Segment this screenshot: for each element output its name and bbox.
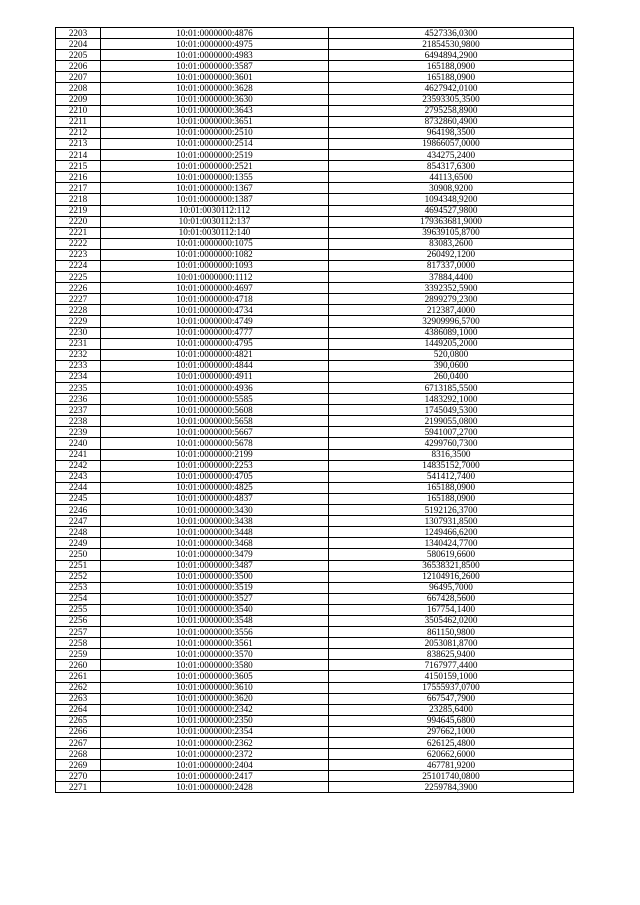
- table-row: [56, 150, 574, 161]
- value-cell: 8316,3500: [329, 449, 574, 460]
- cadastral-number-cell: 10:01:0000000:4734: [101, 305, 329, 316]
- value-cell: 2259784,3900: [329, 782, 574, 793]
- table-row: [56, 482, 574, 493]
- row-number-cell: 2251: [56, 560, 101, 571]
- table-row: [56, 638, 574, 649]
- row-number-cell: 2225: [56, 272, 101, 283]
- cadastral-number-cell: 10:01:0000000:3561: [101, 638, 329, 649]
- cadastral-number-cell: 10:01:0000000:3601: [101, 72, 329, 83]
- cadastral-number-cell: 10:01:0000000:2417: [101, 771, 329, 782]
- row-number-cell: 2254: [56, 593, 101, 604]
- cadastral-number-cell: 10:01:0000000:4705: [101, 471, 329, 482]
- table-row: [56, 127, 574, 138]
- row-number-cell: 2213: [56, 138, 101, 149]
- row-number-cell: 2266: [56, 726, 101, 737]
- row-number-cell: 2234: [56, 371, 101, 382]
- cadastral-number-cell: 10:01:0000000:5585: [101, 394, 329, 405]
- table-row: [56, 405, 574, 416]
- value-cell: 212387,4000: [329, 305, 574, 316]
- value-cell: 179363681,9000: [329, 216, 574, 227]
- value-cell: 83083,2600: [329, 238, 574, 249]
- cadastral-number-cell: 10:01:0000000:4795: [101, 338, 329, 349]
- cadastral-number-cell: 10:01:0000000:5667: [101, 427, 329, 438]
- value-cell: 32909996,5700: [329, 316, 574, 327]
- table-row: [56, 449, 574, 460]
- value-cell: 23285,6400: [329, 704, 574, 715]
- table-row: [56, 593, 574, 604]
- table-row: [56, 260, 574, 271]
- table-row: [56, 394, 574, 405]
- table-row: [56, 94, 574, 105]
- table-row: [56, 726, 574, 737]
- row-number-cell: 2220: [56, 216, 101, 227]
- table-row: [56, 172, 574, 183]
- table-row: [56, 205, 574, 216]
- cadastral-number-cell: 10:01:0030112:137: [101, 216, 329, 227]
- table-row: [56, 72, 574, 83]
- row-number-cell: 2252: [56, 571, 101, 582]
- row-number-cell: 2205: [56, 50, 101, 61]
- cadastral-number-cell: 10:01:0000000:3500: [101, 571, 329, 582]
- row-number-cell: 2253: [56, 582, 101, 593]
- table-row: [56, 571, 574, 582]
- table-row: [56, 161, 574, 172]
- table-row: [56, 749, 574, 760]
- table-row: [56, 427, 574, 438]
- cadastral-number-cell: 10:01:0000000:3487: [101, 560, 329, 571]
- value-cell: 854317,6300: [329, 161, 574, 172]
- value-cell: 964198,3500: [329, 127, 574, 138]
- table-row: [56, 39, 574, 50]
- row-number-cell: 2211: [56, 116, 101, 127]
- row-number-cell: 2263: [56, 693, 101, 704]
- cadastral-number-cell: 10:01:0000000:3548: [101, 615, 329, 626]
- row-number-cell: 2257: [56, 627, 101, 638]
- table-row: [56, 682, 574, 693]
- cadastral-number-cell: 10:01:0030112:140: [101, 227, 329, 238]
- table-row: [56, 272, 574, 283]
- row-number-cell: 2222: [56, 238, 101, 249]
- table-row: [56, 50, 574, 61]
- row-number-cell: 2235: [56, 383, 101, 394]
- row-number-cell: 2244: [56, 482, 101, 493]
- value-cell: 541412,7400: [329, 471, 574, 482]
- row-number-cell: 2238: [56, 416, 101, 427]
- value-cell: 4527336,0300: [329, 28, 574, 39]
- table-row: [56, 538, 574, 549]
- table-row: [56, 416, 574, 427]
- value-cell: 37884,4400: [329, 272, 574, 283]
- row-number-cell: 2231: [56, 338, 101, 349]
- cadastral-number-cell: 10:01:0000000:2404: [101, 760, 329, 771]
- value-cell: 17555937,0700: [329, 682, 574, 693]
- value-cell: 165188,0900: [329, 61, 574, 72]
- row-number-cell: 2217: [56, 183, 101, 194]
- cadastral-number-cell: 10:01:0000000:1355: [101, 172, 329, 183]
- value-cell: 1449205,2000: [329, 338, 574, 349]
- table-row: [56, 283, 574, 294]
- row-number-cell: 2260: [56, 660, 101, 671]
- value-cell: 4150159,1000: [329, 671, 574, 682]
- cadastral-number-cell: 10:01:0000000:4718: [101, 294, 329, 305]
- row-number-cell: 2226: [56, 283, 101, 294]
- table-row: [56, 460, 574, 471]
- row-number-cell: 2233: [56, 360, 101, 371]
- cadastral-number-cell: 10:01:0000000:4983: [101, 50, 329, 61]
- table-row: [56, 116, 574, 127]
- row-number-cell: 2210: [56, 105, 101, 116]
- table-row: [56, 704, 574, 715]
- row-number-cell: 2215: [56, 161, 101, 172]
- row-number-cell: 2229: [56, 316, 101, 327]
- cadastral-number-cell: 10:01:0000000:4825: [101, 482, 329, 493]
- table-row: [56, 138, 574, 149]
- value-cell: 580619,6600: [329, 549, 574, 560]
- table-row: [56, 493, 574, 504]
- row-number-cell: 2218: [56, 194, 101, 205]
- value-cell: 3505462,0200: [329, 615, 574, 626]
- table-row: [56, 582, 574, 593]
- table-row: [56, 371, 574, 382]
- cadastral-number-cell: 10:01:0000000:2521: [101, 161, 329, 172]
- cadastral-number-cell: 10:01:0000000:3570: [101, 649, 329, 660]
- row-number-cell: 2262: [56, 682, 101, 693]
- value-cell: 165188,0900: [329, 493, 574, 504]
- cadastral-number-cell: 10:01:0000000:2342: [101, 704, 329, 715]
- table-row: [56, 715, 574, 726]
- value-cell: 165188,0900: [329, 72, 574, 83]
- row-number-cell: 2216: [56, 172, 101, 183]
- value-cell: 1249466,6200: [329, 527, 574, 538]
- table-row: [56, 771, 574, 782]
- row-number-cell: 2204: [56, 39, 101, 50]
- row-number-cell: 2267: [56, 738, 101, 749]
- value-cell: 994645,6800: [329, 715, 574, 726]
- cadastral-number-cell: 10:01:0000000:5658: [101, 416, 329, 427]
- table-row: [56, 527, 574, 538]
- row-number-cell: 2269: [56, 760, 101, 771]
- row-number-cell: 2214: [56, 150, 101, 161]
- value-cell: 96495,7000: [329, 582, 574, 593]
- row-number-cell: 2243: [56, 471, 101, 482]
- value-cell: 434275,2400: [329, 150, 574, 161]
- table-row: [56, 760, 574, 771]
- row-number-cell: 2212: [56, 127, 101, 138]
- row-number-cell: 2249: [56, 538, 101, 549]
- row-number-cell: 2227: [56, 294, 101, 305]
- row-number-cell: 2230: [56, 327, 101, 338]
- value-cell: 2053081,8700: [329, 638, 574, 649]
- cadastral-number-cell: 10:01:0000000:3430: [101, 505, 329, 516]
- cadastral-number-cell: 10:01:0000000:2199: [101, 449, 329, 460]
- table-row: [56, 327, 574, 338]
- cadastral-number-cell: 10:01:0000000:3438: [101, 516, 329, 527]
- row-number-cell: 2240: [56, 438, 101, 449]
- table-row: [56, 316, 574, 327]
- value-cell: 167754,1400: [329, 604, 574, 615]
- row-number-cell: 2207: [56, 72, 101, 83]
- table-row: [56, 471, 574, 482]
- cadastral-number-cell: 10:01:0000000:4821: [101, 349, 329, 360]
- value-cell: 36538321,8500: [329, 560, 574, 571]
- cadastral-number-cell: 10:01:0000000:3580: [101, 660, 329, 671]
- value-cell: 14835152,7000: [329, 460, 574, 471]
- value-cell: 5941007,2700: [329, 427, 574, 438]
- table-row: [56, 194, 574, 205]
- document-page: [55, 27, 573, 793]
- row-number-cell: 2259: [56, 649, 101, 660]
- row-number-cell: 2232: [56, 349, 101, 360]
- value-cell: 4694527,9800: [329, 205, 574, 216]
- table-row: [56, 627, 574, 638]
- row-number-cell: 2258: [56, 638, 101, 649]
- row-number-cell: 2247: [56, 516, 101, 527]
- table-row: [56, 227, 574, 238]
- cadastral-number-cell: 10:01:0000000:2253: [101, 460, 329, 471]
- table-row: [56, 216, 574, 227]
- cadastral-number-cell: 10:01:0000000:1367: [101, 183, 329, 194]
- value-cell: 1745049,5300: [329, 405, 574, 416]
- row-number-cell: 2224: [56, 260, 101, 271]
- value-cell: 4627942,0100: [329, 83, 574, 94]
- value-cell: 4299760,7300: [329, 438, 574, 449]
- row-number-cell: 2270: [56, 771, 101, 782]
- table-row: [56, 649, 574, 660]
- value-cell: 2899279,2300: [329, 294, 574, 305]
- cadastral-number-cell: 10:01:0000000:3630: [101, 94, 329, 105]
- cadastral-number-cell: 10:01:0000000:2354: [101, 726, 329, 737]
- table-row: [56, 294, 574, 305]
- cadastral-number-cell: 10:01:0000000:2350: [101, 715, 329, 726]
- cadastral-number-cell: 10:01:0000000:4911: [101, 371, 329, 382]
- table-row: [56, 782, 574, 793]
- row-number-cell: 2248: [56, 527, 101, 538]
- cadastral-number-cell: 10:01:0000000:2519: [101, 150, 329, 161]
- cadastral-number-cell: 10:01:0000000:4837: [101, 493, 329, 504]
- value-cell: 667547,7900: [329, 693, 574, 704]
- value-cell: 5192126,3700: [329, 505, 574, 516]
- value-cell: 44113,6500: [329, 172, 574, 183]
- row-number-cell: 2208: [56, 83, 101, 94]
- value-cell: 260492,1200: [329, 249, 574, 260]
- value-cell: 1307931,8500: [329, 516, 574, 527]
- cadastral-number-cell: 10:01:0000000:3628: [101, 83, 329, 94]
- table-row: [56, 549, 574, 560]
- row-number-cell: 2250: [56, 549, 101, 560]
- value-cell: 520,0800: [329, 349, 574, 360]
- row-number-cell: 2223: [56, 249, 101, 260]
- value-cell: 390,0600: [329, 360, 574, 371]
- cadastral-number-cell: 10:01:0000000:4697: [101, 283, 329, 294]
- cadastral-number-cell: 10:01:0000000:1387: [101, 194, 329, 205]
- cadastral-number-cell: 10:01:0000000:2510: [101, 127, 329, 138]
- cadastral-number-cell: 10:01:0000000:1112: [101, 272, 329, 283]
- cadastral-number-cell: 10:01:0000000:3556: [101, 627, 329, 638]
- cadastral-number-cell: 10:01:0000000:3643: [101, 105, 329, 116]
- row-number-cell: 2236: [56, 394, 101, 405]
- table-row: [56, 105, 574, 116]
- row-number-cell: 2245: [56, 493, 101, 504]
- row-number-cell: 2203: [56, 28, 101, 39]
- table-row: [56, 249, 574, 260]
- value-cell: 626125,4800: [329, 738, 574, 749]
- table-row: [56, 28, 574, 39]
- cadastral-number-cell: 10:01:0000000:4876: [101, 28, 329, 39]
- value-cell: 667428,5600: [329, 593, 574, 604]
- cadastral-number-cell: 10:01:0000000:5608: [101, 405, 329, 416]
- row-number-cell: 2241: [56, 449, 101, 460]
- table-row: [56, 238, 574, 249]
- cadastral-number-cell: 10:01:0000000:3587: [101, 61, 329, 72]
- table-row: [56, 738, 574, 749]
- value-cell: 6713185,5500: [329, 383, 574, 394]
- value-cell: 260,0400: [329, 371, 574, 382]
- cadastral-number-cell: 10:01:0000000:1093: [101, 260, 329, 271]
- cadastral-number-cell: 10:01:0000000:2362: [101, 738, 329, 749]
- cadastral-number-cell: 10:01:0000000:3610: [101, 682, 329, 693]
- value-cell: 165188,0900: [329, 482, 574, 493]
- value-cell: 620662,6000: [329, 749, 574, 760]
- cadastral-number-cell: 10:01:0000000:1075: [101, 238, 329, 249]
- row-number-cell: 2264: [56, 704, 101, 715]
- value-cell: 838625,9400: [329, 649, 574, 660]
- value-cell: 2795258,8900: [329, 105, 574, 116]
- table-row: [56, 83, 574, 94]
- value-cell: 30908,9200: [329, 183, 574, 194]
- row-number-cell: 2268: [56, 749, 101, 760]
- cadastral-number-cell: 10:01:0000000:3527: [101, 593, 329, 604]
- cadastral-number-cell: 10:01:0030112:112: [101, 205, 329, 216]
- value-cell: 4386089,1000: [329, 327, 574, 338]
- value-cell: 3392352,5900: [329, 283, 574, 294]
- cadastral-number-cell: 10:01:0000000:3620: [101, 693, 329, 704]
- cadastral-number-cell: 10:01:0000000:4777: [101, 327, 329, 338]
- row-number-cell: 2237: [56, 405, 101, 416]
- cadastral-number-cell: 10:01:0000000:3540: [101, 604, 329, 615]
- cadastral-number-cell: 10:01:0000000:3468: [101, 538, 329, 549]
- cadastral-number-cell: 10:01:0000000:2372: [101, 749, 329, 760]
- table-row: [56, 615, 574, 626]
- cadastral-number-cell: 10:01:0000000:4936: [101, 383, 329, 394]
- cadastral-number-cell: 10:01:0000000:1082: [101, 249, 329, 260]
- value-cell: 861150,9800: [329, 627, 574, 638]
- cadastral-number-cell: 10:01:0000000:3448: [101, 527, 329, 538]
- cadastral-number-cell: 10:01:0000000:5678: [101, 438, 329, 449]
- table-row: [56, 383, 574, 394]
- table-row: [56, 438, 574, 449]
- value-cell: 12104916,2600: [329, 571, 574, 582]
- row-number-cell: 2255: [56, 604, 101, 615]
- cadastral-number-cell: 10:01:0000000:2428: [101, 782, 329, 793]
- row-number-cell: 2261: [56, 671, 101, 682]
- cadastral-number-cell: 10:01:0000000:3479: [101, 549, 329, 560]
- value-cell: 297662,1000: [329, 726, 574, 737]
- row-number-cell: 2209: [56, 94, 101, 105]
- cadastral-number-cell: 10:01:0000000:3605: [101, 671, 329, 682]
- row-number-cell: 2265: [56, 715, 101, 726]
- value-cell: 2199055,0800: [329, 416, 574, 427]
- value-cell: 817337,0000: [329, 260, 574, 271]
- cadastral-value-table: [55, 27, 574, 793]
- table-row: [56, 693, 574, 704]
- row-number-cell: 2206: [56, 61, 101, 72]
- table-body: [56, 28, 574, 793]
- table-row: [56, 183, 574, 194]
- row-number-cell: 2239: [56, 427, 101, 438]
- value-cell: 21854530,9800: [329, 39, 574, 50]
- value-cell: 25101740,0800: [329, 771, 574, 782]
- table-row: [56, 349, 574, 360]
- cadastral-number-cell: 10:01:0000000:4975: [101, 39, 329, 50]
- row-number-cell: 2242: [56, 460, 101, 471]
- table-row: [56, 516, 574, 527]
- value-cell: 6494894,2900: [329, 50, 574, 61]
- row-number-cell: 2271: [56, 782, 101, 793]
- cadastral-number-cell: 10:01:0000000:3651: [101, 116, 329, 127]
- table-row: [56, 604, 574, 615]
- value-cell: 8732860,4900: [329, 116, 574, 127]
- value-cell: 39639105,8700: [329, 227, 574, 238]
- table-row: [56, 338, 574, 349]
- cadastral-number-cell: 10:01:0000000:3519: [101, 582, 329, 593]
- table-row: [56, 671, 574, 682]
- row-number-cell: 2256: [56, 615, 101, 626]
- table-row: [56, 61, 574, 72]
- value-cell: 19866057,0000: [329, 138, 574, 149]
- table-row: [56, 360, 574, 371]
- table-row: [56, 660, 574, 671]
- value-cell: 467781,9200: [329, 760, 574, 771]
- table-row: [56, 560, 574, 571]
- value-cell: 1094348,9200: [329, 194, 574, 205]
- row-number-cell: 2246: [56, 505, 101, 516]
- cadastral-number-cell: 10:01:0000000:2514: [101, 138, 329, 149]
- table-row: [56, 305, 574, 316]
- row-number-cell: 2221: [56, 227, 101, 238]
- value-cell: 7167977,4400: [329, 660, 574, 671]
- value-cell: 1340424,7700: [329, 538, 574, 549]
- value-cell: 23593305,3500: [329, 94, 574, 105]
- row-number-cell: 2228: [56, 305, 101, 316]
- row-number-cell: 2219: [56, 205, 101, 216]
- value-cell: 1483292,1000: [329, 394, 574, 405]
- table-row: [56, 505, 574, 516]
- cadastral-number-cell: 10:01:0000000:4749: [101, 316, 329, 327]
- cadastral-number-cell: 10:01:0000000:4844: [101, 360, 329, 371]
